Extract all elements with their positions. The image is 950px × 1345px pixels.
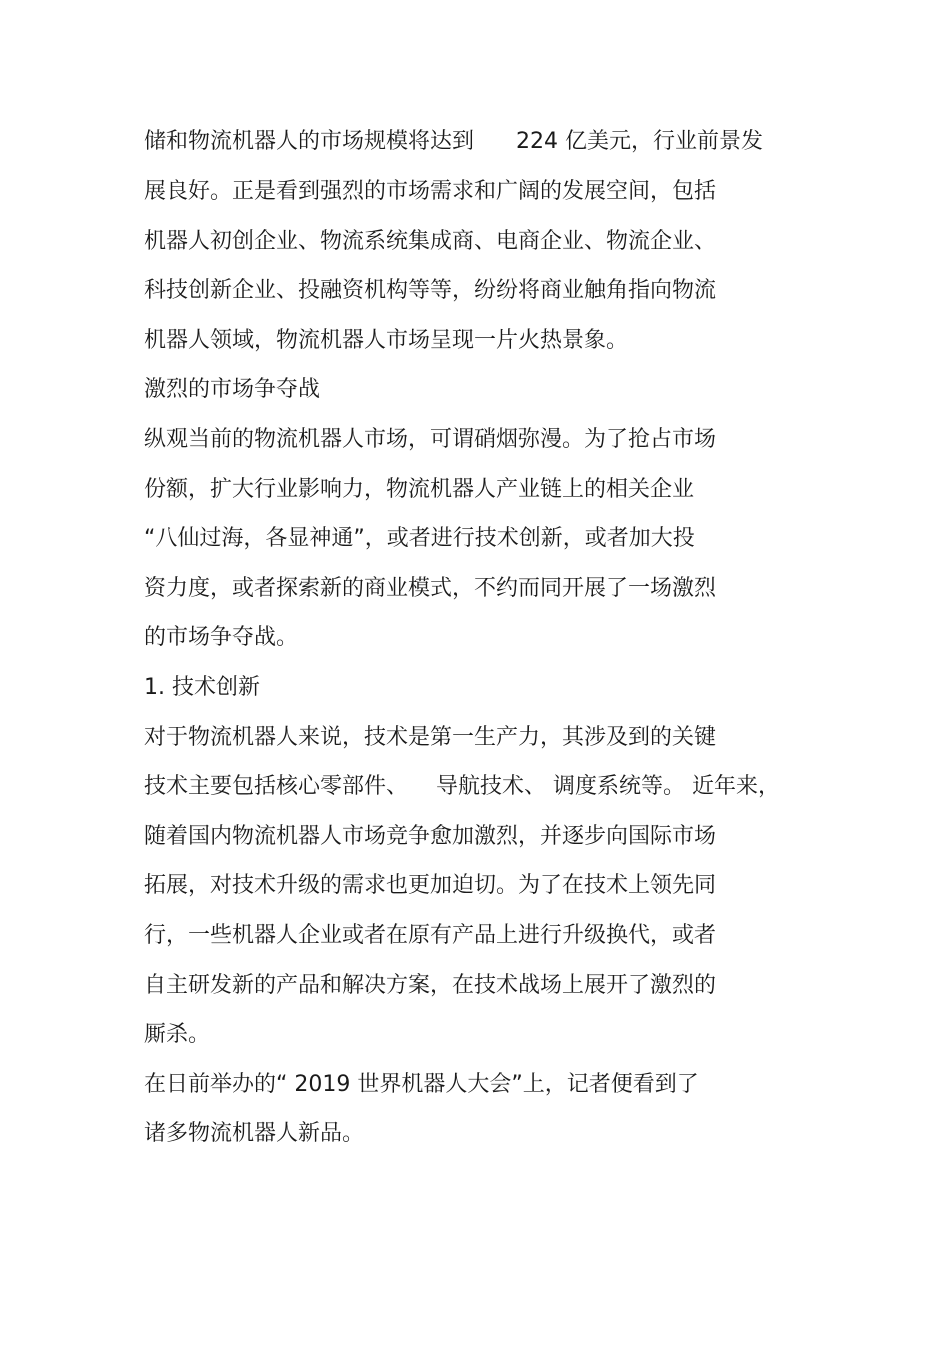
text-line: 随着国内物流机器人市场竞争愈加激烈，并逐步向国际市场 xyxy=(144,824,717,849)
text-line: 的市场争夺战。 xyxy=(144,625,299,650)
text-line: 机器人初创企业、物流系统集成商、电商企业、物流企业、 xyxy=(144,229,717,254)
text-line: 厮杀。 xyxy=(144,1022,211,1047)
text-line: 科技创新企业、投融资机构等等，纷纷将商业触角指向物流 xyxy=(144,278,717,303)
text-line: 储和物流机器人的市场规模将达到 224 亿美元，行业前景发 xyxy=(144,129,763,154)
text-line: 纵观当前的物流机器人市场，可谓硝烟弥漫。为了抢占市场 xyxy=(144,427,717,452)
text-line: 份额，扩大行业影响力，物流机器人产业链上的相关企业 xyxy=(144,477,695,502)
text-line: 对于物流机器人来说，技术是第一生产力，其涉及到的关键 xyxy=(144,725,717,750)
text-line: 机器人领域，物流机器人市场呈现一片火热景象。 xyxy=(144,328,629,353)
section-heading: 激烈的市场争夺战 xyxy=(144,377,321,402)
text-line: 诸多物流机器人新品。 xyxy=(144,1121,365,1146)
text-line: 行，一些机器人企业或者在原有产品上进行升级换代，或者 xyxy=(144,923,717,948)
text-line: 自主研发新的产品和解决方案，在技术战场上展开了激烈的 xyxy=(144,973,717,998)
text-line: 展良好。正是看到强烈的市场需求和广阔的发展空间，包括 xyxy=(144,179,717,204)
text-line: “八仙过海，各显神通”，或者进行技术创新，或者加大投 xyxy=(144,526,695,551)
text-line: 在日前举办的“ 2019 世界机器人大会”上，记者便看到了 xyxy=(144,1072,699,1097)
text-line: 技术主要包括核心零部件、 导航技术、 调度系统等。 近年来， xyxy=(144,774,780,799)
text-line: 拓展，对技术升级的需求也更加迫切。为了在技术上领先同 xyxy=(144,873,717,898)
text-line: 资力度，或者探索新的商业模式，不约而同开展了一场激烈 xyxy=(144,576,717,601)
subsection-heading: 1. 技术创新 xyxy=(144,675,260,700)
